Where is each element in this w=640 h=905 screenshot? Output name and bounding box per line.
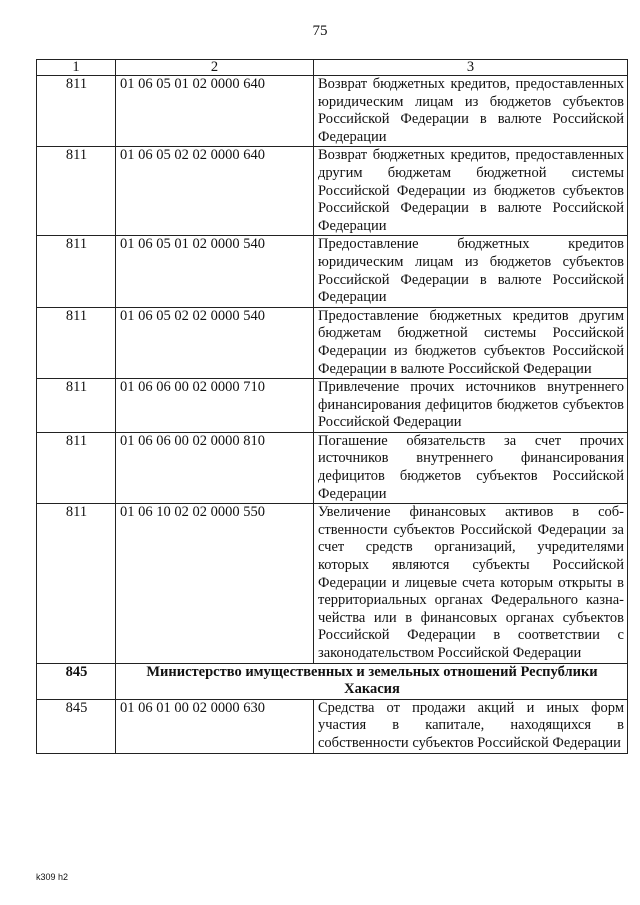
description-cell: Возврат бюджетных кредитов, предоставленных юридическим лицам из бюджетов субъектов Российской Федерации в валюте Российской Федерации [314,76,628,147]
column-number-2: 2 [116,60,314,76]
budget-code-cell: 01 06 06 00 02 0000 710 [116,379,314,433]
column-number-1: 1 [37,60,116,76]
admin-code-cell: 811 [37,236,116,307]
description-cell: Предоставление бюджетных кредитов другим бюджетам бюджетной системы Российской Федерации из бюджетов субъектов Российской Федерации в валюте Российской Федерации [314,307,628,378]
description-cell: Предоставление бюджетных кредитов юридическим лицам из бюджетов субъектов Российской Федерации в валюте Российской Федерации [314,236,628,307]
description-cell: Средства от продажи акций и иных форм участия в капитале, находящихся в собственности субъектов Российской Федерации [314,699,628,753]
admin-code-cell: 845 [37,699,116,753]
section-header-row [37,663,628,699]
table-row [37,699,628,753]
admin-code-cell: 811 [37,504,116,663]
document-footer-code: k309 h2 [36,872,69,882]
budget-code-cell: 01 06 01 00 02 0000 630 [116,699,314,753]
table-row [37,236,628,307]
page-number: 75 [312,23,328,39]
description-cell: Возврат бюджетных кредитов, предоставленных другим бюджетам бюджетной системы Российской Федерации из бюджетов субъектов Российской Федерации в валюте Российской Федерации [314,147,628,236]
table-row [37,504,628,663]
budget-code-cell: 01 06 05 01 02 0000 540 [116,236,314,307]
section-admin-code: 845 [37,663,116,699]
admin-code-cell: 811 [37,307,116,378]
admin-code-cell: 811 [37,76,116,147]
table-row [37,147,628,236]
admin-code-cell: 811 [37,432,116,503]
description-cell: Увеличение финансовых активов в собственности субъектов Российской Федерации за счет средств организаций, учредителями которых являются субъекты Российской Федерации и лицевые счета которым открыты в территориальных органах Федерального казначейства или в финансовых органах субъектов Российской Федерации в соответствии с законодательством Российской Федерации [314,504,628,663]
table-row [37,432,628,503]
admin-code-cell: 811 [37,147,116,236]
budget-code-cell: 01 06 05 02 02 0000 640 [116,147,314,236]
column-number-row [37,60,628,76]
budget-code-cell: 01 06 10 02 02 0000 550 [116,504,314,663]
budget-code-cell: 01 06 05 02 02 0000 540 [116,307,314,378]
table-row [37,76,628,147]
budget-code-cell: 01 06 05 01 02 0000 640 [116,76,314,147]
table-row [37,379,628,433]
table-row [37,307,628,378]
budget-code-cell: 01 06 06 00 02 0000 810 [116,432,314,503]
section-title: Министерство имущественных и земельных отношений Республики Хакасия [116,663,628,699]
admin-code-cell: 811 [37,379,116,433]
description-cell: Привлечение прочих источников внутреннего финансирования дефицитов бюджетов субъектов Российской Федерации [314,379,628,433]
description-cell: Погашение обязательств за счет прочих источников внутреннего финансирования дефицитов бюджетов субъектов Российской Федерации [314,432,628,503]
budget-sources-table [36,59,628,754]
column-number-3: 3 [314,60,628,76]
